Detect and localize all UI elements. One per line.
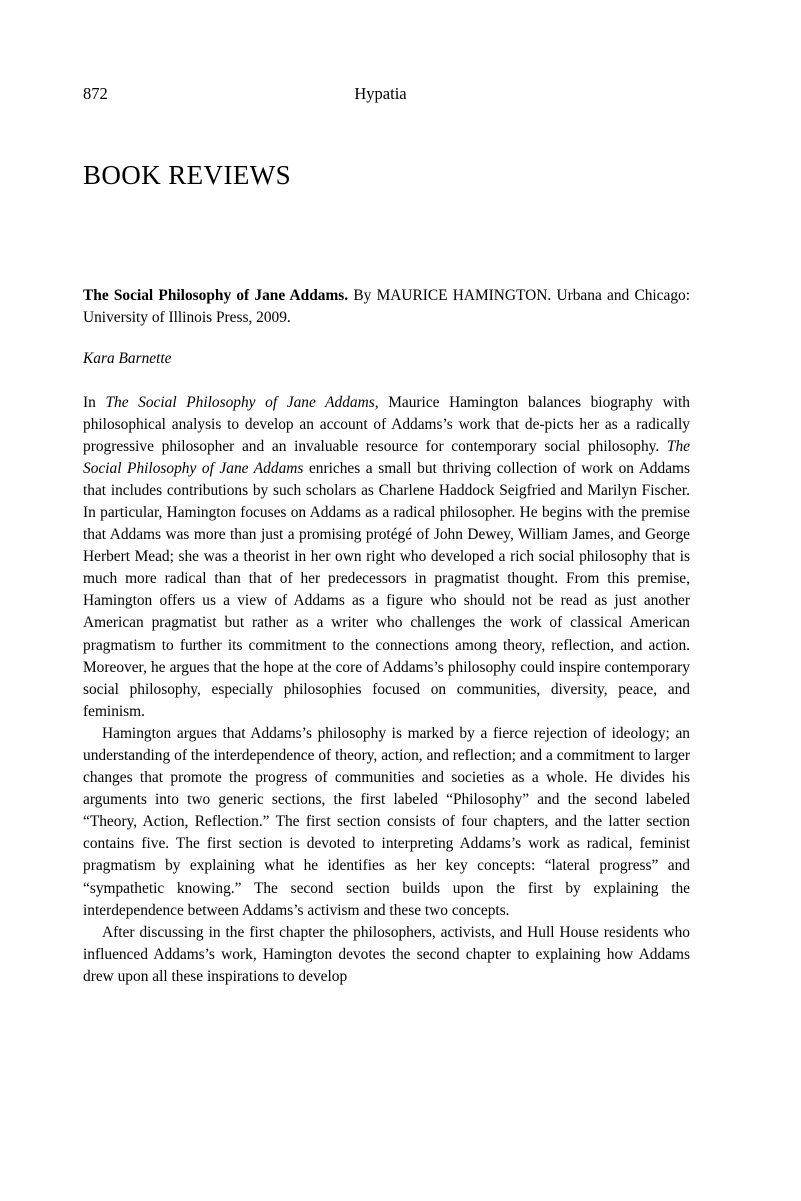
reviewer-name: Kara Barnette xyxy=(83,350,172,367)
paragraph-1-segment-1: In xyxy=(83,393,106,411)
section-heading: BOOK REVIEWS xyxy=(83,160,292,190)
by-label: By xyxy=(353,287,372,304)
page-content xyxy=(83,0,690,988)
body-paragraph-3: After discussing in the first chapter the philosophers, activists, and Hull House residents who influenced Addams’s work, Hamington devotes the second chapter to explaining how Addams drew upon all these inspirations to develop xyxy=(83,923,690,985)
book-imprint: Urbana and Chicago: University of Illinois Press, 2009. xyxy=(83,287,691,326)
inline-book-title-1: The Social Philosophy of Jane Addams xyxy=(105,393,375,411)
paragraph-1-segment-2: , Maurice Hamington balances biography with philosophical analysis to develop an account of Addams’s work that de-picts her as a radically progressive philosopher and an invaluable resource for contemporary social philosophy. xyxy=(83,393,690,455)
review-body xyxy=(83,392,690,989)
body-paragraph-1 xyxy=(83,392,690,723)
book-citation xyxy=(83,285,690,328)
book-author: MAURICE HAMINGTON. xyxy=(376,287,552,304)
page-number: 872 xyxy=(83,84,108,103)
book-title: The Social Philosophy of Jane Addams. xyxy=(83,287,349,304)
journal-title: Hypatia xyxy=(354,84,407,103)
running-head xyxy=(83,83,690,113)
body-paragraph-2: Hamington argues that Addams’s philosophy is marked by a fierce rejection of ideology; an understanding of the interdependence of theory, action, and reflection; and a commitment to larger changes that promote the progress of communities and societies as a whole. He divides his arguments into two generic sections, the first labeled “Philosophy” and the second labeled “Theory, Action, Reflection.” The first section consists of four chapters, and the latter section contains five. The first section is devoted to interpreting Addams’s work as radical, feminist pragmatism by explaining what he identifies as her key concepts: “lateral progress” and “sympathetic knowing.” The second section builds upon the first by explaining the interdependence between Addams’s activism and these two concepts. xyxy=(83,724,690,919)
inline-book-title-2: The Social Philosophy of Jane Addams xyxy=(83,437,690,477)
paragraph-1-segment-3: enriches a small but thriving collection of work on Addams that includes contributions by such scholars as Charlene Haddock Seigfried and Marilyn Fischer. In particular, Hamington focuses on Addams as a radical philosopher. He begins with the premise that Addams was more than just a promising protégé of John Dewey, William James, and George Herbert Mead; she was a theorist in her own right who developed a rich social philosophy that is much more radical than that of her predecessors in pragmatist thought. From this premise, Hamington offers us a view of Addams as a figure who should not be read as just another American pragmatist but rather as a writer who challenges the work of classical American pragmatism to further its commitment to the connections among theory, reflection, and action. Moreover, he argues that the hope at the core of Addams’s philosophy could inspire contemporary social philosophy, especially philosophies focused on communities, diversity, peace, and feminism. xyxy=(83,459,690,720)
